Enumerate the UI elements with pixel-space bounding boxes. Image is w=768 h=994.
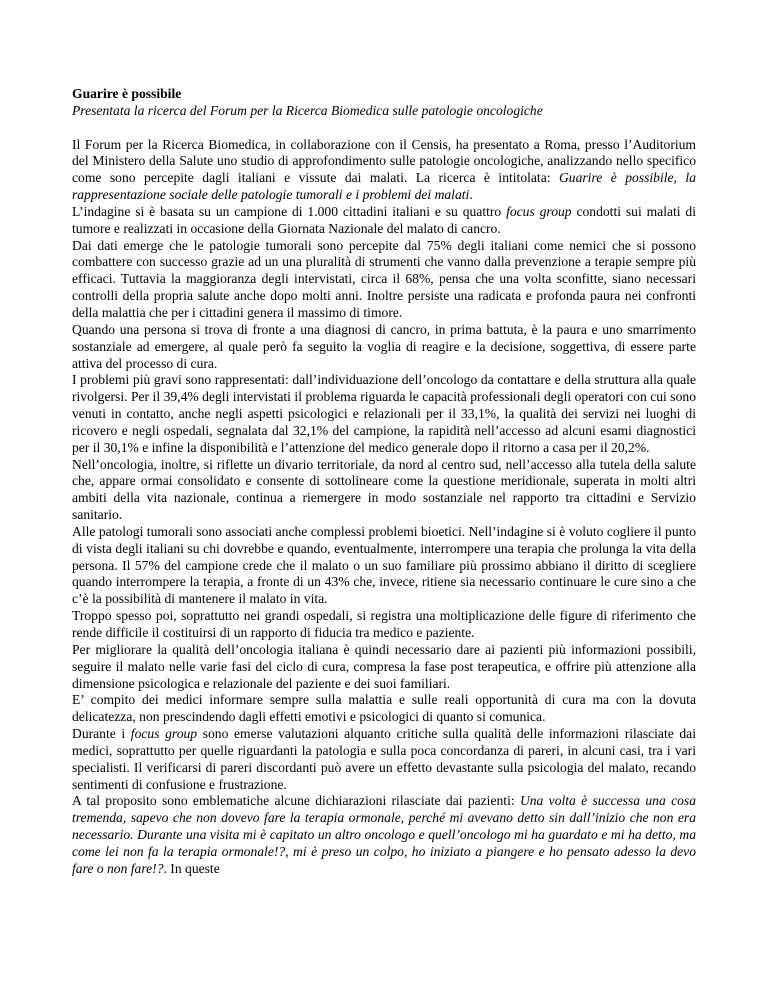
paragraph-text: . bbox=[469, 187, 473, 203]
document-page bbox=[72, 86, 696, 878]
paragraph-text: Per migliorare la qualità dell’oncologia italiana è quindi necessario dare ai pazienti più informazioni possibili, seguire il malato nelle varie fasi del ciclo di cura, compresa la fase post terapeutica, e offrire più attenzione alla dimensione psicologica e relazionale del paziente e dei suoi familiari. bbox=[72, 641, 696, 691]
paragraph-text: Troppo spesso poi, soprattutto nei grandi ospedali, si registra una moltiplicazione delle figure di riferimento che rende difficile il costituirsi di un rapporto di fiducia tra medico e paziente. bbox=[72, 608, 696, 640]
paragraph bbox=[72, 372, 696, 456]
paragraph bbox=[72, 238, 696, 322]
paragraph bbox=[72, 322, 696, 373]
spacer bbox=[72, 120, 696, 137]
italic-text: focus group bbox=[130, 726, 198, 742]
paragraph-text: I problemi più gravi sono rappresentati: dall’individuazione dell’oncologo da contattare e della struttura alla quale rivolgersi. Per il 39,4% degli intervistati il problema riguarda le capacità professionali degli operatori con cui sono venuti in contatto, anche negli aspetti psicologici e relazionali per il 33,1%, la qualità dei servizi nei luoghi di ricovero e negli ospedali, segnalata dal 32,1% del campione, la rapidità nell’accesso ad alcuni esami diagnostici per il 30,1% e infine la disponibilità e l’attenzione del medico generale dopo il ritorno a casa per il 20,2%. bbox=[72, 372, 696, 455]
paragraph-text: Dai dati emerge che le patologie tumorali sono percepite dal 75% degli italiani come nemici che si possono combattere con successo grazie ad un una pluralità di strumenti che vanno dalla prevenzione a terapie sempre più efficaci. Tuttavia la maggioranza degli intervistati, circa il 68%, pensa che una volta sconfitte, siano necessari controlli della propria salute anche dopo molti anni. Inoltre persiste una radicata e profonda paura nei confronti della malattia che per i cittadini genera il massimo di timore. bbox=[72, 237, 696, 320]
italic-text: Una volta è successa una cosa tremenda, sapevo che non dovevo fare la terapia ormonale, perché mi avevano detto sin dall’inizio che non era necessario. Durante una visita mi è capitato un altro oncologo e quell’oncologo mi ha guardato e mi ha detto, ma come lei non fa la terapia ormonale!?, mi è preso un colpo, ho iniziato a piangere e ho pensato adesso la devo fare o non fare!? bbox=[72, 793, 696, 876]
paragraph-text: Durante i bbox=[72, 726, 131, 742]
paragraph bbox=[72, 204, 696, 238]
paragraph-text: sono emerse valutazioni alquanto critiche sulla qualità delle informazioni rilasciate dai medici, soprattutto per quelle riguardanti la patologia e sulla poca concordanza di pareri, in alcuni casi, tra i vari specialisti. Il verificarsi di pareri discordanti può avere un effetto devastante sulla psicologia del malato, recando sentimenti di confusione e frustrazione. bbox=[72, 726, 696, 792]
paragraph-text: Quando una persona si trova di fronte a una diagnosi di cancro, in prima battuta, è la paura e uno smarrimento sostanziale ad emergere, al quale però fa seguito la voglia di reagire e la decisione, soggettiva, di essere parte attiva del processo di cura. bbox=[72, 321, 696, 371]
paragraph bbox=[72, 726, 696, 793]
paragraph bbox=[72, 457, 696, 524]
paragraph-text: Nell’oncologia, inoltre, si riflette un divario territoriale, da nord al centro sud, nell’accesso alla tutela della salute che, appare ormai consolidato e consente di sottolineare come la questione meridionale, superata in molti altri ambiti della vita nazionale, continua a riemergere in modo sostanziale nel rapporto tra cittadini e Servizio sanitario. bbox=[72, 456, 696, 523]
italic-text: focus group bbox=[506, 203, 572, 219]
article-title: Guarire è possibile bbox=[72, 86, 182, 101]
paragraph-text: condotti sui malati di tumore e realizzati in occasione della Giornata Nazionale del malato di cancro. bbox=[72, 203, 696, 236]
paragraph-text: E’ compito dei medici informare sempre sulla malattia e sulle reali opportunità di cura ma con la dovuta delicatezza, non prescindendo dagli effetti emotivi e psicologici di quanto si comunica. bbox=[72, 692, 696, 725]
paragraph bbox=[72, 524, 696, 608]
paragraph-text: Alle patologi tumorali sono associati anche complessi problemi bioetici. Nell’indagine si è voluto cogliere il punto di vista degli italiani su chi dovrebbe e quando, eventualmente, interrompere una terapia che prolunga la vita della persona. Il 57% del campione crede che il malato o un suo familiare più prossimo abbiano il diritto di scegliere quando interrompere la terapia, a fronte di un 43% che, invece, ritiene sia necessario continuare le cure sino a che c’è la possibilità di mantenere il malato in vita. bbox=[72, 523, 696, 607]
article-subtitle: Presentata la ricerca del Forum per la Ricerca Biomedica sulle patologie oncologiche bbox=[72, 102, 543, 118]
paragraph bbox=[72, 692, 696, 726]
article-body bbox=[72, 137, 696, 878]
italic-text: Guarire è possibile, la rappresentazione sociale delle patologie tumorali e i problemi dei malati bbox=[72, 170, 696, 203]
paragraph bbox=[72, 642, 696, 693]
paragraph bbox=[72, 608, 696, 642]
paragraph bbox=[72, 137, 696, 204]
paragraph-text: Il Forum per la Ricerca Biomedica, in collaborazione con il Censis, ha presentato a Roma, presso l’Auditorium del Ministero della Salute uno studio di approfondimento sulle patologie oncologiche, analizzando nello specifico come sono percepite dagli italiani e vissute dai malati. La ricerca è intitolata: bbox=[72, 136, 696, 186]
paragraph-text: A tal proposito sono emblematiche alcune dichiarazioni rilasciate dai pazienti: bbox=[72, 793, 520, 809]
paragraph-text: . In queste bbox=[163, 860, 220, 876]
paragraph-text: L’indagine si è basata su un campione di 1.000 cittadini italiani e su quattro bbox=[72, 203, 507, 219]
paragraph bbox=[72, 793, 696, 877]
